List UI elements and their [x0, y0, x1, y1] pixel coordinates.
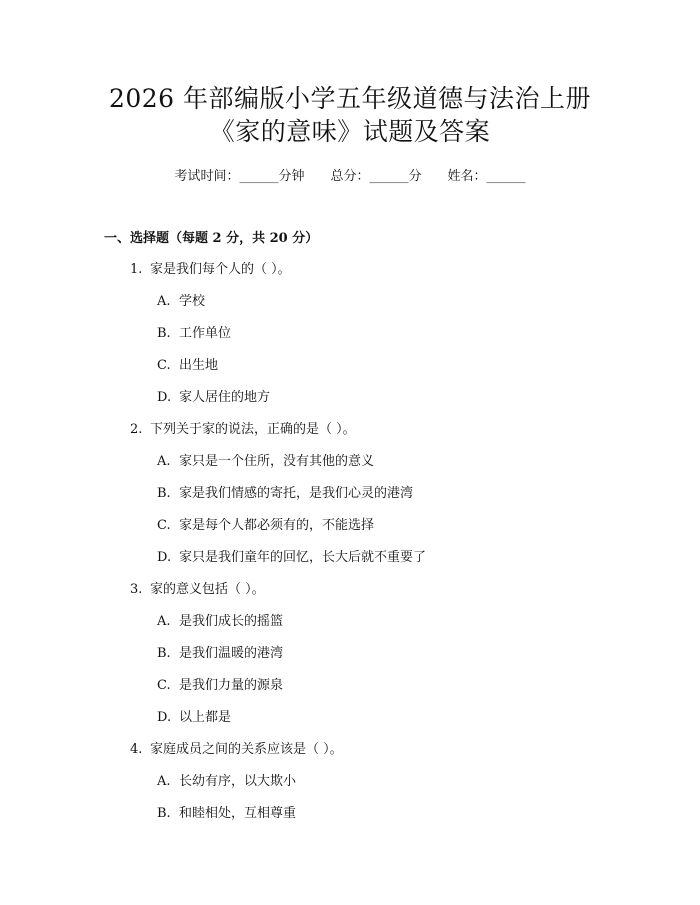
total-score-field — [330, 168, 421, 186]
student-name-field — [448, 168, 526, 186]
question-number: 3. — [130, 582, 143, 597]
option-text: 是我们温暖的港湾 — [179, 646, 284, 661]
answer-option — [0, 550, 700, 582]
answer-option — [0, 326, 700, 358]
exam-time-field — [174, 168, 304, 186]
answer-option — [0, 486, 700, 518]
answer-option — [0, 518, 700, 550]
section-heading: 一、选择题（每题 2 分，共 20 分） — [104, 231, 319, 246]
option-text: 家只是一个住所，没有其他的意义 — [179, 454, 375, 469]
answer-option — [0, 710, 700, 742]
exam-time-label: 考试时间： — [174, 169, 240, 184]
option-text: 是我们成长的摇篮 — [179, 614, 284, 629]
option-text: 工作单位 — [179, 326, 232, 341]
option-letter: A. — [157, 774, 171, 789]
option-text: 学校 — [179, 294, 206, 309]
answer-option — [0, 358, 700, 390]
answer-option — [0, 646, 700, 678]
question-item — [0, 582, 700, 614]
total-score-label: 总分： — [330, 169, 370, 184]
question-number: 4. — [130, 742, 143, 757]
answer-option — [0, 774, 700, 806]
option-letter: B. — [157, 326, 171, 341]
option-text: 和睦相处，互相尊重 — [179, 806, 297, 821]
question-text: 家是我们每个人的（ ）。 — [150, 262, 291, 277]
exam-info — [0, 168, 700, 186]
exam-time-blank: ______ — [239, 169, 279, 184]
answer-option — [0, 678, 700, 710]
option-text: 家是每个人都必须有的，不能选择 — [179, 518, 375, 533]
option-text: 长幼有序，以大欺小 — [179, 774, 297, 789]
document-title-line-2: 《家的意味》试题及答案 — [209, 117, 491, 146]
answer-option — [0, 806, 700, 838]
option-letter: D. — [157, 550, 172, 565]
total-score-blank: ______ — [369, 169, 409, 184]
option-text: 是我们力量的源泉 — [179, 678, 284, 693]
question-text: 下列关于家的说法，正确的是（ ）。 — [150, 422, 356, 437]
option-letter: C. — [157, 678, 171, 693]
option-letter: A. — [157, 294, 171, 309]
option-letter: C. — [157, 358, 171, 373]
total-score-unit: 分 — [408, 169, 422, 184]
option-letter: B. — [157, 806, 171, 821]
question-number: 2. — [130, 422, 143, 437]
option-text: 家人居住的地方 — [179, 390, 271, 405]
option-text: 以上都是 — [179, 710, 232, 725]
option-text: 家是我们情感的寄托，是我们心灵的港湾 — [179, 486, 414, 501]
question-text: 家的意义包括（ ）。 — [150, 582, 265, 597]
option-letter: B. — [157, 486, 171, 501]
student-name-label: 姓名： — [447, 169, 487, 184]
option-letter: A. — [157, 614, 171, 629]
question-number: 1. — [130, 262, 143, 277]
option-letter: A. — [157, 454, 171, 469]
question-item — [0, 262, 700, 294]
question-item — [0, 422, 700, 454]
exam-time-unit: 分钟 — [278, 169, 305, 184]
question-list — [0, 262, 700, 838]
document-title-line-1: 2026 年部编版小学五年级道德与法治上册 — [108, 84, 592, 113]
student-name-blank: ______ — [486, 169, 526, 184]
option-letter: C. — [157, 518, 171, 533]
question-text: 家庭成员之间的关系应该是（ ）。 — [150, 742, 343, 757]
option-letter: B. — [157, 646, 171, 661]
answer-option — [0, 454, 700, 486]
answer-option — [0, 390, 700, 422]
option-text: 家只是我们童年的回忆，长大后就不重要了 — [179, 550, 427, 565]
option-text: 出生地 — [179, 358, 219, 373]
option-letter: D. — [157, 710, 172, 725]
answer-option — [0, 294, 700, 326]
answer-option — [0, 614, 700, 646]
question-item — [0, 742, 700, 774]
option-letter: D. — [157, 390, 172, 405]
